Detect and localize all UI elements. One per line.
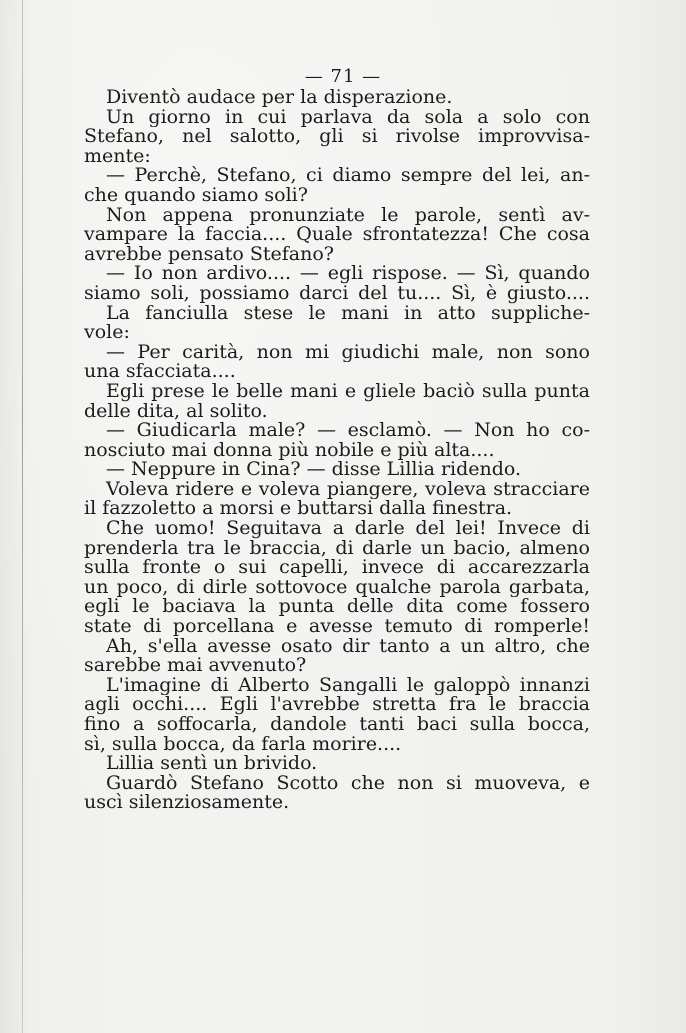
text-line: Voleva ridere e voleva piangere, voleva stracciare [106, 479, 590, 500]
text-line: delle dita, al solito. [84, 401, 268, 422]
text-line: vole: [84, 323, 130, 343]
text-line: Non appena pronunziate le parole, sentì av- [106, 205, 590, 226]
text-line: Diventò audace per la disperazione. [106, 88, 453, 108]
text-line: agli occhi.... Egli l'avrebbe stretta fra le braccia [84, 695, 590, 715]
text-line: uscì silenziosamente. [84, 793, 290, 813]
text-line: vampare la faccia.... Quale sfrontatezza! Che cosa [84, 225, 590, 245]
text-line: Che uomo! Seguitava a darle del lei! Invece di [106, 519, 590, 539]
text-line: L'imagine di Alberto Sangalli le galoppò innanzi [106, 675, 590, 696]
text-line: un poco, di dirle sottovoce qualche parola garbata, [84, 577, 590, 598]
text-line: il fazzoletto a morsi e buttarsi dalla finestra. [84, 499, 513, 520]
text-line: che quando siamo soli? [84, 185, 308, 206]
text-line: state di porcellana e avesse temuto di romperle! [84, 617, 590, 637]
text-line: Guardò Stefano Scotto che non si muoveva, e [106, 773, 590, 794]
text-line: Lillia sentì un brivido. [106, 754, 318, 774]
text-line: mente: [84, 146, 151, 167]
text-line: La fanciulla stese le mani in atto suppliche- [106, 303, 590, 324]
text-line: sì, sulla bocca, da farla morire.... [84, 734, 402, 755]
text-line: siamo soli, possiamo darci del tu.... Sì, è giusto.... [84, 283, 590, 304]
text-line: — Neppure in Cina? — disse Lillia ridendo. [106, 460, 522, 480]
page-edge-shadow [22, 0, 23, 1033]
text-line: prenderla tra le braccia, di darle un bacio, almeno [84, 538, 590, 559]
text-line: Un giorno in cui parlava da sola a solo con [106, 107, 590, 128]
text-line: — Perchè, Stefano, ci diamo sempre del lei, an- [106, 166, 590, 186]
text-line: nosciuto mai donna più nobile e più alta.... [84, 440, 495, 461]
text-line: egli le baciava la punta delle dita come fossero [84, 597, 590, 618]
text-line: una sfacciata.... [84, 362, 236, 382]
page-number: — 71 — [304, 66, 382, 87]
text-line: — Giudicarla male? — esclamò. — Non ho co- [106, 421, 590, 441]
text-line: Stefano, nel salotto, gli si rivolse improvvisa- [84, 127, 590, 147]
text-line: fino a soffocarla, dandole tanti baci sulla bocca, [84, 715, 590, 735]
text-line: — Per carità, non mi giudichi male, non sono [106, 342, 590, 363]
body-text [84, 88, 590, 813]
text-line: Ah, s'ella avesse osato dir tanto a un altro, che [106, 636, 590, 657]
text-line: — Io non ardivo.... — egli rispose. — Sì, quando [106, 264, 590, 284]
text-line: avrebbe pensato Stefano? [84, 244, 334, 265]
text-line: sarebbe mai avvenuto? [84, 656, 307, 676]
text-line: sulla fronte o sui capelli, invece di accarezzarla [84, 558, 590, 578]
text-line: Egli prese le belle mani e gliele baciò sulla punta [106, 381, 590, 402]
